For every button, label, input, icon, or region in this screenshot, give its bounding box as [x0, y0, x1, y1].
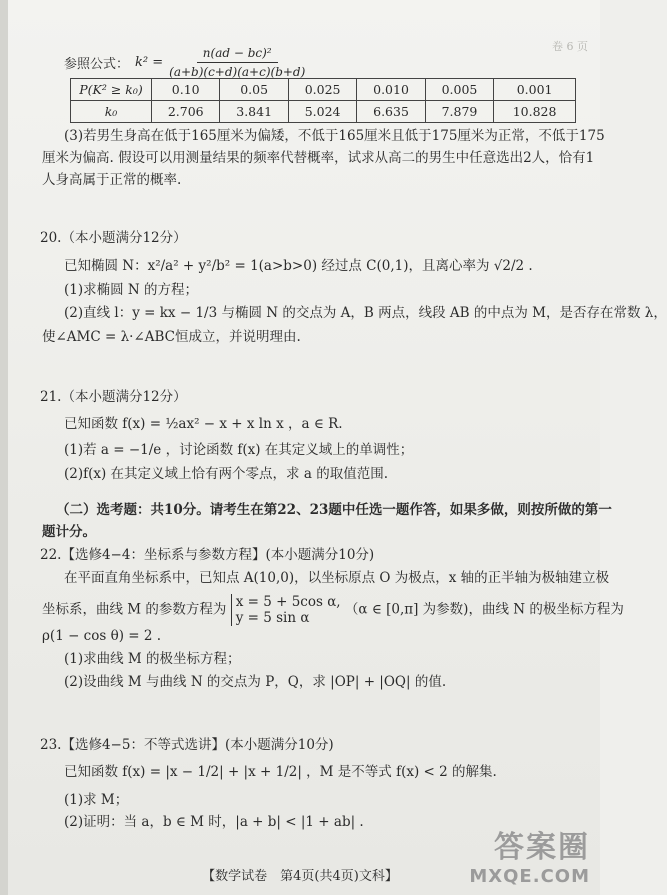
table-cell: 2.706: [152, 101, 220, 123]
site-watermark: [469, 822, 590, 887]
table-cell: 3.841: [220, 101, 288, 123]
formula-label: 参照公式：: [64, 57, 130, 72]
table-cell: 0.05: [220, 79, 288, 101]
q20-line2: (1)求椭圆 N 的方程；: [64, 282, 199, 298]
q21-line3: (2)f(x) 在其定义域上恰有两个零点，求 a 的取值范围.: [64, 466, 388, 482]
table-row: [71, 79, 576, 101]
section2-line2: 题计分。: [42, 524, 96, 540]
table-cell: 0.001: [494, 79, 576, 101]
page-edge: [0, 0, 8, 895]
q23-line2: (1)求 M；: [64, 792, 129, 808]
top-stub: 卷 6 页: [552, 40, 588, 53]
q19-part3-line1: (3)若男生身高在低于165厘米为偏矮，不低于165厘米且低于175厘米为正常，不低于175: [64, 128, 605, 144]
q22-line2: [42, 594, 624, 626]
formula-denominator: (a+b)(c+d)(a+c)(b+d): [169, 65, 306, 79]
table-cell: 0.025: [288, 79, 356, 101]
q19-part3-line3: 人身高属于正常的概率.: [42, 172, 182, 188]
q22-line5: (2)设曲线 M 与曲线 N 的交点为 P，Q，求 |OP| + |OQ| 的值.: [64, 674, 447, 690]
table-header-cell: P(K² ≥ k₀): [71, 79, 152, 101]
q20-line4: 使∠AMC = λ·∠ABC恒成立，并说明理由.: [42, 329, 301, 345]
q22-equation-system: [231, 594, 341, 626]
q22-line1: 在平面直角坐标系中，已知点 A(10,0)，以坐标原点 O 为极点，x 轴的正半轴为极轴建立极: [64, 570, 610, 586]
table-cell: 0.10: [152, 79, 220, 101]
q22-line2-a: 坐标系，曲线 M 的参数方程为: [42, 601, 227, 618]
q22-heading: 22.【选修4−4：坐标系与参数方程】(本小题满分10分): [40, 547, 375, 563]
critical-value-table: [70, 78, 576, 123]
q21-line1: 已知函数 f(x) = ½ax² − x + x ln x ，a ∈ R.: [64, 416, 343, 432]
q20-heading: 20.（本小题满分12分）: [40, 230, 187, 246]
q21-heading: 21.（本小题满分12分）: [40, 389, 187, 405]
q22-line3: ρ(1 − cos θ) = 2 .: [42, 628, 162, 644]
formula-fraction: [169, 46, 305, 79]
q23-heading: 23.【选修4−5：不等式选讲】(本小题满分10分): [40, 737, 334, 753]
q23-line3: (2)证明：当 a，b ∈ M 时，|a + b| < |1 + ab| .: [64, 814, 364, 830]
table-cell: 10.828: [494, 101, 576, 123]
q20-line1: 已知椭圆 N：x²/a² + y²/b² = 1(a>b>0) 经过点 C(0,1)，且离心率为 √2/2 .: [64, 258, 533, 274]
table-cell: 0.010: [357, 79, 425, 101]
q20-line3: (2)直线 l：y = kx − 1/3 与椭圆 N 的交点为 A，B 两点，线段 AB 的中点为 M，是否存在常数 λ，: [64, 305, 667, 321]
formula-numerator: n(ad − bc)²: [197, 46, 278, 63]
table-cell: 7.879: [425, 101, 493, 123]
watermark-url: MXQE.COM: [469, 866, 590, 887]
q22-line4: (1)求曲线 M 的极坐标方程；: [64, 651, 241, 667]
table-cell: 5.024: [288, 101, 356, 123]
table-cell: 0.005: [425, 79, 493, 101]
section2-line1: （二）选考题：共10分。请考生在第22、23题中任选一题作答，如果多做，则按所做的第一: [56, 502, 612, 518]
q19-part3-line2: 厘米为偏高. 假设可以用测量结果的频率代替概率，试求从高二的男生中任意选出2人，恰有1: [42, 150, 595, 166]
table-cell: 6.635: [357, 101, 425, 123]
page-footer: 【数学试卷 第4页(共4页)文科】: [202, 869, 398, 884]
q22-line2-b: （α ∈ [0,π] 为参数)，曲线 N 的极坐标方程为: [344, 601, 624, 618]
table-row: [71, 101, 576, 123]
formula-lhs: k² =: [135, 55, 164, 70]
q22-eq2: y = 5 sin α: [235, 610, 310, 626]
q21-line2: (1)若 a = −1/e ，讨论函数 f(x) 在其定义域上的单调性；: [64, 442, 414, 458]
watermark-logo: 答案圈: [494, 830, 590, 865]
reference-formula: [64, 46, 305, 79]
q23-line1: 已知函数 f(x) = |x − 1/2| + |x + 1/2| ，M 是不等式 f(x) < 2 的解集.: [64, 764, 497, 780]
table-header-cell: k₀: [71, 101, 152, 123]
q22-eq1: x = 5 + 5cos α,: [235, 594, 341, 610]
